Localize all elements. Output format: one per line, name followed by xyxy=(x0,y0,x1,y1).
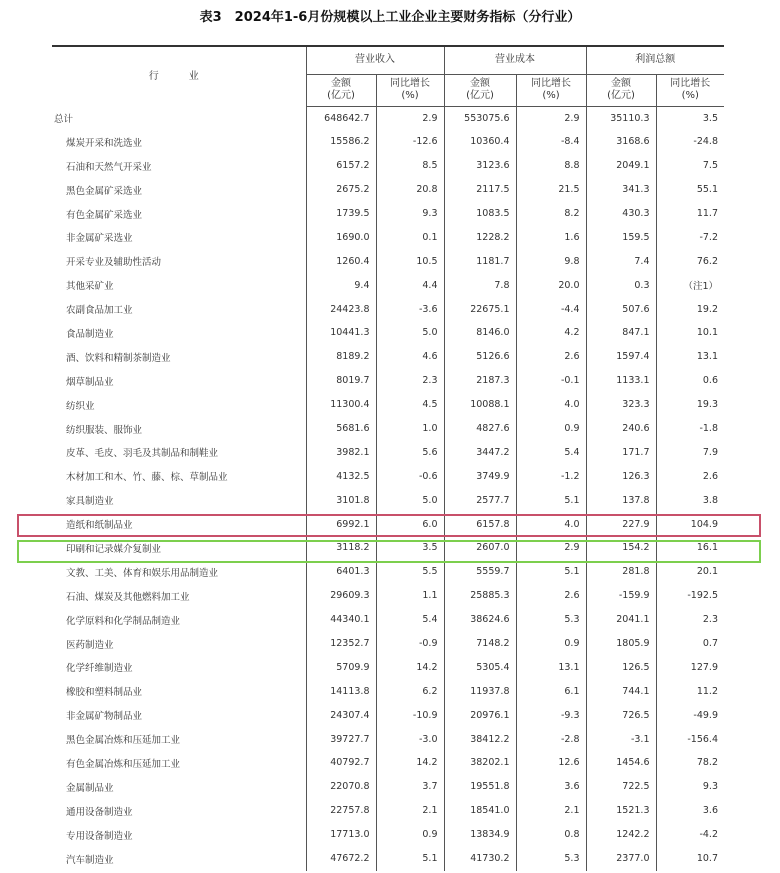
table-row xyxy=(52,536,724,560)
industry-name: 农副食品加工业 xyxy=(66,305,133,317)
cost-amount: 7148.2 xyxy=(444,632,516,656)
revenue-amount: 22070.8 xyxy=(306,775,376,799)
revenue-amount: 15586.2 xyxy=(306,130,376,154)
revenue-growth-header: 同比增长 (%) xyxy=(376,74,444,106)
table-row xyxy=(52,823,724,847)
cost-growth: 3.6 xyxy=(516,775,586,799)
table-row xyxy=(52,417,724,441)
cost-amount: 38624.6 xyxy=(444,608,516,632)
revenue-amount: 11300.4 xyxy=(306,393,376,417)
profit-amount: 2049.1 xyxy=(586,154,656,178)
profit-growth: 7.9 xyxy=(656,440,724,464)
profit-growth-header: 同比增长 (%) xyxy=(656,74,724,106)
cost-amount: 3749.9 xyxy=(444,464,516,488)
cost-growth: 1.6 xyxy=(516,225,586,249)
revenue-growth: 6.0 xyxy=(376,512,444,536)
table-row xyxy=(52,130,724,154)
cost-growth: 4.0 xyxy=(516,512,586,536)
cost-amount: 1083.5 xyxy=(444,202,516,226)
cost-growth: 5.4 xyxy=(516,440,586,464)
cost-growth: 0.8 xyxy=(516,823,586,847)
revenue-growth: 4.5 xyxy=(376,393,444,417)
profit-growth: 7.5 xyxy=(656,154,724,178)
table-row xyxy=(52,297,724,321)
industry-name: 黑色金属冶炼和压延加工业 xyxy=(66,735,181,747)
table-row xyxy=(52,512,724,536)
cost-amount: 1181.7 xyxy=(444,249,516,273)
industry-name: 酒、饮料和精制茶制造业 xyxy=(66,352,171,364)
revenue-amount: 1739.5 xyxy=(306,202,376,226)
revenue-amount: 22757.8 xyxy=(306,799,376,823)
table-row xyxy=(52,632,724,656)
table-row xyxy=(52,321,724,345)
revenue-amount: 2675.2 xyxy=(306,178,376,202)
profit-amount: 126.5 xyxy=(586,655,656,679)
cost-growth: 2.1 xyxy=(516,799,586,823)
revenue-growth: -0.9 xyxy=(376,632,444,656)
table-row xyxy=(52,655,724,679)
industry-name: 印刷和记录媒介复制业 xyxy=(66,543,162,555)
revenue-growth: 10.5 xyxy=(376,249,444,273)
revenue-growth: 5.4 xyxy=(376,608,444,632)
profit-amount: 507.6 xyxy=(586,297,656,321)
revenue-growth: 6.2 xyxy=(376,679,444,703)
profit-amount: 35110.3 xyxy=(586,106,656,130)
profit-growth: 11.7 xyxy=(656,202,724,226)
table-row xyxy=(52,847,724,871)
industry-name: 纺织服装、服饰业 xyxy=(66,424,143,436)
profit-growth: 9.3 xyxy=(656,775,724,799)
profit-amount: -3.1 xyxy=(586,727,656,751)
industry-name: 其他采矿业 xyxy=(66,281,114,293)
table-row xyxy=(52,273,724,297)
table-row xyxy=(52,369,724,393)
revenue-growth: 5.6 xyxy=(376,440,444,464)
table-row xyxy=(52,202,724,226)
profit-amount: 240.6 xyxy=(586,417,656,441)
table-row xyxy=(52,464,724,488)
profit-growth: -7.2 xyxy=(656,225,724,249)
revenue-amount: 10441.3 xyxy=(306,321,376,345)
profit-amount: -159.9 xyxy=(586,584,656,608)
revenue-amount: 8189.2 xyxy=(306,345,376,369)
profit-growth: 3.6 xyxy=(656,799,724,823)
cost-amount: 6157.8 xyxy=(444,512,516,536)
table-row xyxy=(52,249,724,273)
cost-amount: 25885.3 xyxy=(444,584,516,608)
profit-amount: 847.1 xyxy=(586,321,656,345)
revenue-amount: 14113.8 xyxy=(306,679,376,703)
profit-amount: 227.9 xyxy=(586,512,656,536)
profit-amount: 430.3 xyxy=(586,202,656,226)
industry-name: 医药制造业 xyxy=(66,639,114,651)
table-row xyxy=(52,799,724,823)
cost-growth: 5.3 xyxy=(516,847,586,871)
cost-amount: 2187.3 xyxy=(444,369,516,393)
profit-growth: 104.9 xyxy=(656,512,724,536)
cost-amount: 5126.6 xyxy=(444,345,516,369)
industry-name: 通用设备制造业 xyxy=(66,806,133,818)
industry-name: 专用设备制造业 xyxy=(66,830,133,842)
revenue-growth: 5.5 xyxy=(376,560,444,584)
revenue-amount: 8019.7 xyxy=(306,369,376,393)
cost-growth: -0.1 xyxy=(516,369,586,393)
profit-growth: -192.5 xyxy=(656,584,724,608)
revenue-growth: 4.6 xyxy=(376,345,444,369)
table-row xyxy=(52,679,724,703)
revenue-amount: 648642.7 xyxy=(306,106,376,130)
table-row xyxy=(52,703,724,727)
cost-amount: 38202.1 xyxy=(444,751,516,775)
industry-name: 黑色金属矿采选业 xyxy=(66,185,143,197)
industry-name: 皮革、毛皮、羽毛及其制品和制鞋业 xyxy=(66,448,219,460)
revenue-amount: 1690.0 xyxy=(306,225,376,249)
cost-amount: 13834.9 xyxy=(444,823,516,847)
profit-amount-header: 金额 (亿元) xyxy=(586,74,656,106)
industry-name: 有色金属冶炼和压延加工业 xyxy=(66,758,181,770)
profit-growth: 19.3 xyxy=(656,393,724,417)
revenue-amount: 47672.2 xyxy=(306,847,376,871)
revenue-amount: 44340.1 xyxy=(306,608,376,632)
cost-amount: 553075.6 xyxy=(444,106,516,130)
cost-amount: 2607.0 xyxy=(444,536,516,560)
profit-growth: 2.6 xyxy=(656,464,724,488)
profit-amount: 744.1 xyxy=(586,679,656,703)
cost-amount: 2117.5 xyxy=(444,178,516,202)
cost-growth: 2.9 xyxy=(516,536,586,560)
profit-amount: 159.5 xyxy=(586,225,656,249)
profit-header: 利润总额 xyxy=(586,46,724,74)
revenue-growth: 5.0 xyxy=(376,488,444,512)
cost-growth: 2.6 xyxy=(516,584,586,608)
cost-growth: 5.1 xyxy=(516,560,586,584)
profit-growth: -1.8 xyxy=(656,417,724,441)
cost-growth: -2.8 xyxy=(516,727,586,751)
industry-name: 家具制造业 xyxy=(66,496,114,508)
revenue-header: 营业收入 xyxy=(306,46,444,74)
profit-growth: 2.3 xyxy=(656,608,724,632)
revenue-amount: 3118.2 xyxy=(306,536,376,560)
profit-growth: 0.6 xyxy=(656,369,724,393)
table-row xyxy=(52,393,724,417)
revenue-amount: 3982.1 xyxy=(306,440,376,464)
table-row xyxy=(52,178,724,202)
profit-amount: 341.3 xyxy=(586,178,656,202)
profit-growth: -49.9 xyxy=(656,703,724,727)
table-row xyxy=(52,488,724,512)
profit-growth: 0.7 xyxy=(656,632,724,656)
revenue-amount: 5709.9 xyxy=(306,655,376,679)
revenue-growth: -3.0 xyxy=(376,727,444,751)
profit-growth: （注1） xyxy=(656,273,724,297)
financial-indicators-table xyxy=(52,45,724,871)
profit-growth: 11.2 xyxy=(656,679,724,703)
profit-amount: 171.7 xyxy=(586,440,656,464)
profit-amount: 722.5 xyxy=(586,775,656,799)
cost-amount: 41730.2 xyxy=(444,847,516,871)
cost-amount: 20976.1 xyxy=(444,703,516,727)
profit-growth: -156.4 xyxy=(656,727,724,751)
cost-growth: 13.1 xyxy=(516,655,586,679)
profit-growth: 3.8 xyxy=(656,488,724,512)
revenue-growth: 0.9 xyxy=(376,823,444,847)
revenue-amount: 9.4 xyxy=(306,273,376,297)
industry-name: 总计 xyxy=(54,113,74,125)
cost-amount: 3447.2 xyxy=(444,440,516,464)
industry-name: 橡胶和塑料制品业 xyxy=(66,687,143,699)
industry-name: 化学纤维制造业 xyxy=(66,663,133,675)
cost-amount: 22675.1 xyxy=(444,297,516,321)
table-row xyxy=(52,440,724,464)
revenue-growth: -0.6 xyxy=(376,464,444,488)
industry-name: 木材加工和木、竹、藤、棕、草制品业 xyxy=(66,472,228,484)
cost-growth: 9.8 xyxy=(516,249,586,273)
revenue-amount-header: 金额 (亿元) xyxy=(306,74,376,106)
revenue-amount: 17713.0 xyxy=(306,823,376,847)
revenue-growth: 5.1 xyxy=(376,847,444,871)
revenue-amount: 4132.5 xyxy=(306,464,376,488)
industry-name: 汽车制造业 xyxy=(66,854,114,866)
industry-name: 食品制造业 xyxy=(66,328,114,340)
revenue-growth: 2.9 xyxy=(376,106,444,130)
cost-amount: 38412.2 xyxy=(444,727,516,751)
revenue-amount: 40792.7 xyxy=(306,751,376,775)
revenue-amount: 1260.4 xyxy=(306,249,376,273)
table-row xyxy=(52,225,724,249)
cost-amount: 10088.1 xyxy=(444,393,516,417)
profit-growth: 3.5 xyxy=(656,106,724,130)
table-row xyxy=(52,608,724,632)
cost-growth: 4.2 xyxy=(516,321,586,345)
industry-name: 造纸和纸制品业 xyxy=(66,520,133,532)
cost-growth: 5.3 xyxy=(516,608,586,632)
profit-amount: 1521.3 xyxy=(586,799,656,823)
cost-growth: 0.9 xyxy=(516,632,586,656)
revenue-amount: 24423.8 xyxy=(306,297,376,321)
industry-name: 金属制品业 xyxy=(66,782,114,794)
profit-amount: 3168.6 xyxy=(586,130,656,154)
revenue-amount: 6401.3 xyxy=(306,560,376,584)
profit-amount: 2041.1 xyxy=(586,608,656,632)
cost-amount: 18541.0 xyxy=(444,799,516,823)
industry-name: 烟草制品业 xyxy=(66,376,114,388)
cost-header: 营业成本 xyxy=(444,46,586,74)
profit-growth: 20.1 xyxy=(656,560,724,584)
profit-amount: 7.4 xyxy=(586,249,656,273)
profit-amount: 281.8 xyxy=(586,560,656,584)
profit-growth: 10.7 xyxy=(656,847,724,871)
profit-growth: 10.1 xyxy=(656,321,724,345)
revenue-growth: 3.7 xyxy=(376,775,444,799)
cost-growth: 6.1 xyxy=(516,679,586,703)
industry-header: 行 业 xyxy=(52,46,306,106)
revenue-amount: 5681.6 xyxy=(306,417,376,441)
industry-name: 纺织业 xyxy=(66,400,95,412)
revenue-amount: 6992.1 xyxy=(306,512,376,536)
cost-amount: 2577.7 xyxy=(444,488,516,512)
profit-growth: 55.1 xyxy=(656,178,724,202)
industry-name: 煤炭开采和洗选业 xyxy=(66,137,143,149)
profit-growth: 13.1 xyxy=(656,345,724,369)
cost-growth: 8.8 xyxy=(516,154,586,178)
profit-growth: 127.9 xyxy=(656,655,724,679)
revenue-growth: 1.0 xyxy=(376,417,444,441)
revenue-growth: 14.2 xyxy=(376,751,444,775)
cost-amount: 7.8 xyxy=(444,273,516,297)
industry-name: 非金属矿采选业 xyxy=(66,233,133,245)
table-row xyxy=(52,584,724,608)
revenue-growth: 0.1 xyxy=(376,225,444,249)
cost-growth: 21.5 xyxy=(516,178,586,202)
cost-growth: 8.2 xyxy=(516,202,586,226)
profit-growth: 16.1 xyxy=(656,536,724,560)
revenue-growth: 14.2 xyxy=(376,655,444,679)
cost-growth: 0.9 xyxy=(516,417,586,441)
profit-amount: 126.3 xyxy=(586,464,656,488)
profit-amount: 1805.9 xyxy=(586,632,656,656)
profit-amount: 1597.4 xyxy=(586,345,656,369)
table-row xyxy=(52,560,724,584)
revenue-growth: 1.1 xyxy=(376,584,444,608)
cost-growth-header: 同比增长 (%) xyxy=(516,74,586,106)
profit-amount: 726.5 xyxy=(586,703,656,727)
industry-name: 有色金属矿采选业 xyxy=(66,209,143,221)
revenue-growth: -3.6 xyxy=(376,297,444,321)
revenue-amount: 29609.3 xyxy=(306,584,376,608)
cost-amount: 10360.4 xyxy=(444,130,516,154)
cost-growth: 2.6 xyxy=(516,345,586,369)
revenue-growth: -10.9 xyxy=(376,703,444,727)
cost-amount: 5559.7 xyxy=(444,560,516,584)
cost-growth: 2.9 xyxy=(516,106,586,130)
cost-amount: 1228.2 xyxy=(444,225,516,249)
revenue-amount: 12352.7 xyxy=(306,632,376,656)
cost-growth: -1.2 xyxy=(516,464,586,488)
revenue-growth: 8.5 xyxy=(376,154,444,178)
revenue-amount: 3101.8 xyxy=(306,488,376,512)
table-row xyxy=(52,775,724,799)
profit-growth: -4.2 xyxy=(656,823,724,847)
cost-amount: 19551.8 xyxy=(444,775,516,799)
table-row xyxy=(52,345,724,369)
cost-amount: 4827.6 xyxy=(444,417,516,441)
profit-growth: 76.2 xyxy=(656,249,724,273)
revenue-growth: 5.0 xyxy=(376,321,444,345)
cost-growth: 4.0 xyxy=(516,393,586,417)
profit-amount: 2377.0 xyxy=(586,847,656,871)
cost-amount-header: 金额 (亿元) xyxy=(444,74,516,106)
cost-growth: 20.0 xyxy=(516,273,586,297)
profit-amount: 154.2 xyxy=(586,536,656,560)
table-title: 表3 2024年1-6月份规模以上工业企业主要财务指标（分行业） xyxy=(199,10,581,25)
revenue-amount: 24307.4 xyxy=(306,703,376,727)
cost-amount: 5305.4 xyxy=(444,655,516,679)
industry-name: 非金属矿物制品业 xyxy=(66,711,143,723)
revenue-growth: 20.8 xyxy=(376,178,444,202)
profit-growth: 78.2 xyxy=(656,751,724,775)
revenue-growth: 2.1 xyxy=(376,799,444,823)
cost-growth: -4.4 xyxy=(516,297,586,321)
profit-amount: 1133.1 xyxy=(586,369,656,393)
industry-name: 石油和天然气开采业 xyxy=(66,161,152,173)
table-row xyxy=(52,751,724,775)
industry-name: 石油、煤炭及其他燃料加工业 xyxy=(66,591,190,603)
revenue-amount: 39727.7 xyxy=(306,727,376,751)
cost-growth: 12.6 xyxy=(516,751,586,775)
table-row xyxy=(52,154,724,178)
profit-amount: 1454.6 xyxy=(586,751,656,775)
profit-amount: 137.8 xyxy=(586,488,656,512)
table-row xyxy=(52,106,724,130)
profit-amount: 1242.2 xyxy=(586,823,656,847)
profit-growth: -24.8 xyxy=(656,130,724,154)
industry-name: 文教、工美、体育和娱乐用品制造业 xyxy=(66,567,219,579)
cost-growth: -8.4 xyxy=(516,130,586,154)
industry-name: 开采专业及辅助性活动 xyxy=(66,257,162,269)
industry-name: 化学原料和化学制品制造业 xyxy=(66,615,181,627)
revenue-growth: 3.5 xyxy=(376,536,444,560)
cost-amount: 11937.8 xyxy=(444,679,516,703)
revenue-growth: -12.6 xyxy=(376,130,444,154)
profit-amount: 0.3 xyxy=(586,273,656,297)
profit-amount: 323.3 xyxy=(586,393,656,417)
cost-growth: 5.1 xyxy=(516,488,586,512)
profit-growth: 19.2 xyxy=(656,297,724,321)
revenue-growth: 2.3 xyxy=(376,369,444,393)
cost-amount: 3123.6 xyxy=(444,154,516,178)
cost-growth: -9.3 xyxy=(516,703,586,727)
table-row xyxy=(52,727,724,751)
revenue-growth: 4.4 xyxy=(376,273,444,297)
revenue-growth: 9.3 xyxy=(376,202,444,226)
cost-amount: 8146.0 xyxy=(444,321,516,345)
revenue-amount: 6157.2 xyxy=(306,154,376,178)
